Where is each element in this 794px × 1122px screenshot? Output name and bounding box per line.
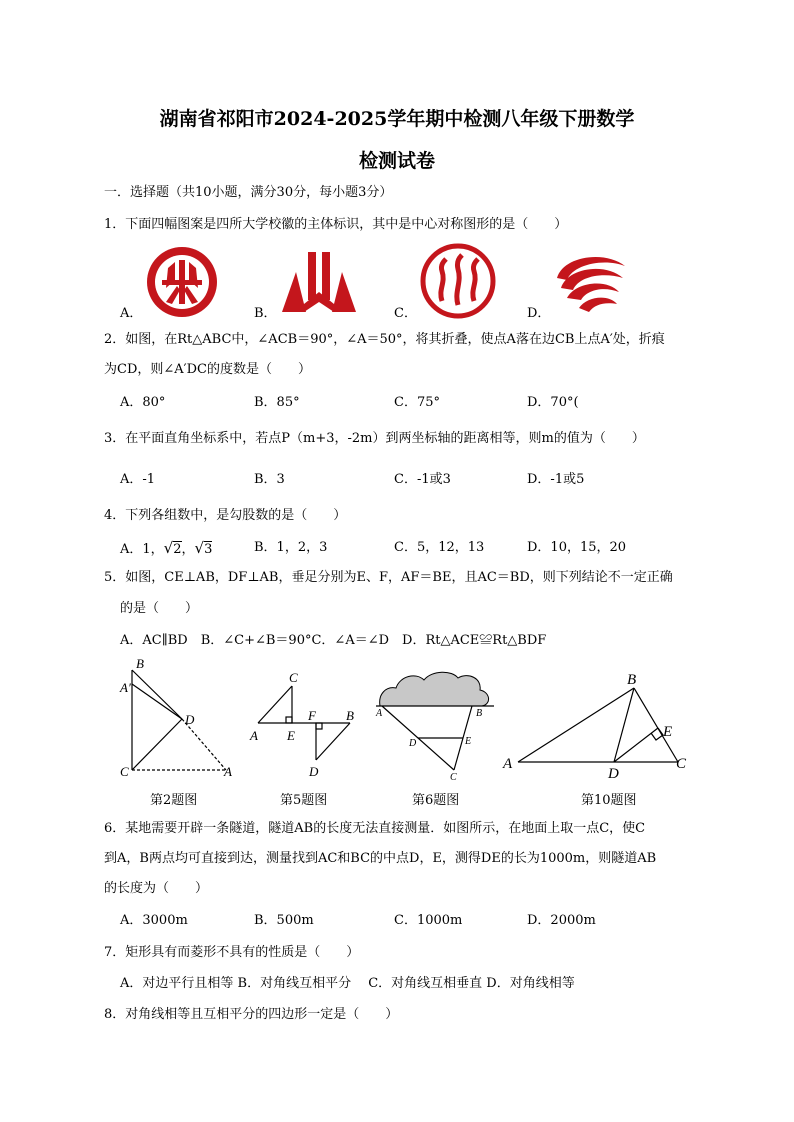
- q1-option-c: C．: [394, 306, 417, 321]
- q1-option-a: A．: [120, 306, 143, 321]
- q6-option-a: A．3000m: [120, 913, 188, 928]
- q5-stem-line2: 的是（ ）: [120, 601, 199, 616]
- fig2-label-a: A: [224, 764, 232, 779]
- figure-2: [118, 656, 240, 782]
- page-title-line2: 检测试卷: [358, 150, 435, 172]
- fig2-label-c: C: [120, 764, 129, 779]
- q6-stem-line1: 6．某地需要开辟一条隧道，隧道AB的长度无法直接测量．如图所示，在地面上取一点C，使C: [104, 821, 646, 836]
- q2-option-d: D．70°(: [527, 395, 579, 410]
- q2-stem-line1: 2．如图，在Rt△ABC中，∠ACB＝90°，∠A＝50°，将其折叠，使点A落在边CB上点A′处，折痕: [104, 332, 665, 347]
- mountain-emblem-icon: [280, 248, 358, 314]
- q3-option-d: D．-1或5: [527, 472, 585, 487]
- fig2-caption: 第2题图: [150, 793, 198, 808]
- fig5-label-b: B: [346, 708, 354, 723]
- q2-option-a: A．80°: [120, 395, 166, 410]
- fig6-label-d: D: [409, 738, 417, 749]
- q5-options: A．AC∥BD B．∠C+∠B＝90°C．∠A＝∠D D．Rt△ACE≌Rt△BDF: [120, 633, 547, 648]
- q2-option-c: C．75°: [394, 395, 440, 410]
- sqrt-radicand-2: 3: [204, 542, 213, 557]
- q3-option-c: C．-1或3: [394, 472, 451, 487]
- figure-10: [500, 668, 694, 780]
- fig10-label-c: C: [676, 756, 687, 772]
- sqrt-symbol: √: [194, 539, 205, 557]
- q1-option-d: D．: [527, 306, 551, 321]
- sqrt-radicand-1: 2: [173, 542, 182, 557]
- cloud-mountain-shape: [380, 672, 489, 706]
- fig5-caption: 第5题图: [280, 793, 328, 808]
- q7-stem: 7．矩形具有而菱形不具有的性质是（ ）: [104, 945, 360, 960]
- q1-stem: 1．下面四幅图案是四所大学校徽的主体标识，其中是中心对称图形的是（ ）: [104, 217, 568, 232]
- fig5-label-c: C: [289, 670, 298, 685]
- q6-stem-line2: 到A，B两点均可直接到达，测量找到AC和BC的中点D，E，测得DE的长为1000m，则隧道AB: [104, 851, 657, 866]
- q1-option-b: B．: [254, 306, 277, 321]
- fig6-label-e: E: [465, 736, 472, 747]
- swirl-emblem-icon: [553, 248, 633, 318]
- q6-option-c: C．1000m: [394, 913, 463, 928]
- peking-university-emblem-icon: [144, 244, 220, 320]
- fig5-label-e: E: [287, 728, 295, 743]
- fig2-label-d: D: [185, 712, 195, 727]
- fig10-label-a: A: [503, 756, 513, 772]
- figure-6: [372, 664, 498, 784]
- q4-option-b: B．1，2，3: [254, 540, 328, 555]
- fig5-label-a: A: [250, 728, 258, 743]
- q6-stem-line3: 的长度为（ ）: [104, 881, 209, 896]
- q4-option-a-prefix: A．1，: [120, 542, 164, 557]
- section-heading: 一．选择题（共10小题，满分30分，每小题3分）: [104, 185, 393, 200]
- q6-option-d: D．2000m: [527, 913, 596, 928]
- fig10-label-d: D: [608, 766, 619, 780]
- fig6-label-c: C: [450, 772, 457, 783]
- q4-option-a: [120, 540, 212, 558]
- q4-option-c: C．5，12，13: [394, 540, 485, 555]
- figure-5: [248, 668, 364, 782]
- q3-stem: 3．在平面直角坐标系中，若点P（m+3，-2m）到两坐标轴的距离相等，则m的值为（ ）: [104, 431, 645, 446]
- q2-option-b: B．85°: [254, 395, 300, 410]
- q4-option-d: D．10，15，20: [527, 540, 627, 555]
- q7-options: A．对边平行且相等 B．对角线互相平分 C．对角线互相垂直 D．对角线相等: [120, 976, 575, 991]
- q3-option-a: A．-1: [120, 472, 156, 487]
- fig10-caption: 第10题图: [581, 793, 637, 808]
- q4-option-a-sep: ，: [181, 542, 195, 557]
- q2-stem-line2: 为CD，则∠A′DC的度数是（ ）: [104, 362, 311, 377]
- fig6-caption: 第6题图: [412, 793, 460, 808]
- fig10-label-e: E: [663, 724, 673, 740]
- fig5-label-f: F: [308, 708, 316, 723]
- fig2-label-a-prime: A′: [120, 680, 131, 695]
- fig5-label-d: D: [309, 764, 319, 779]
- sqrt-symbol: √: [163, 539, 174, 557]
- q3-option-b: B．3: [254, 472, 285, 487]
- fig10-label-b: B: [627, 672, 637, 688]
- q4-stem: 4．下列各组数中，是勾股数的是（ ）: [104, 508, 347, 523]
- q6-option-b: B．500m: [254, 913, 314, 928]
- q5-stem-line1: 5．如图，CE⊥AB，DF⊥AB，垂足分别为E、F，AF＝BE，且AC＝BD，则下列结论不一定正确: [104, 570, 673, 585]
- page-title: 湖南省祁阳市2024-2025学年期中检测八年级下册数学: [159, 108, 635, 130]
- fig6-label-a: A: [376, 708, 383, 719]
- circle-wave-emblem-icon: [420, 243, 496, 319]
- fig6-label-b: B: [476, 708, 483, 719]
- fig2-label-b: B: [136, 656, 144, 671]
- q8-stem: 8．对角线相等且互相平分的四边形一定是（ ）: [104, 1007, 399, 1022]
